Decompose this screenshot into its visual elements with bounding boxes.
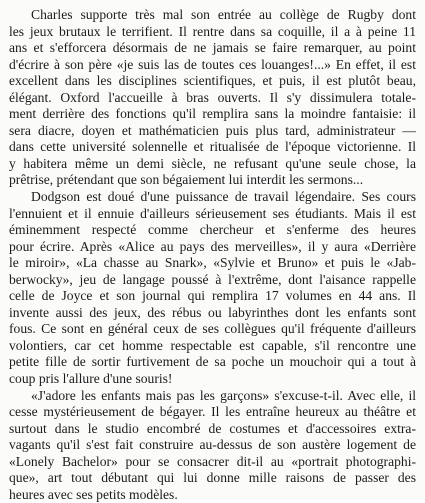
text-line: excellent dans les disciplines scientifiques, et puis, il est plutôt beau,: [9, 73, 416, 89]
text-line: élégant. Oxford l'accueille à bras ouverts. Il s'y dissimulera totale-: [9, 89, 416, 105]
text-line: volontiers, car cet homme respectable est capable, s'il rencontre une: [9, 337, 416, 353]
text-column: [9, 7, 416, 503]
text-line: coup pris l'allure d'une souris!: [9, 371, 173, 387]
paragraph-2: [9, 189, 416, 388]
text-line: prêtrise, prétendant que son bégaiement lui interdit les sermons...: [9, 172, 364, 188]
text-line: cesse mystérieusement de bégayer. Il les entraîne heureux au théâtre et: [9, 404, 416, 420]
text-line: «J'adore les enfants mais pas les garçons» s'excuse-t-il. Avec elle, il: [31, 387, 416, 403]
text-line: Charles supporte très mal son entrée au collège de Rugby dont: [31, 7, 416, 22]
text-line: éminemment respecté comme chercheur et s'enferme des heures: [9, 222, 416, 238]
text-line: y habitera même un demi siècle, ne refusant qu'une seule chose, la: [9, 155, 416, 171]
text-line: fous. Ce sont en général ceux de ses collègues qu'il fréquente d'ailleurs: [9, 321, 416, 337]
text-line: celle de Joyce et son journal qui remplira 17 volumes en 44 ans. Il: [9, 288, 416, 304]
paragraph-1: [9, 7, 416, 189]
text-line: vagants qu'il s'est fait construire au-dessus de son austère logement de: [9, 437, 416, 453]
text-line: ans et s'efforcera désormais de ne jamais se faire remarquer, au point: [9, 40, 416, 56]
text-line: «Lonely Bachelor» pour se consacrer dit-il au «portrait photographi-: [9, 453, 416, 469]
text-line: ment derrière des fonctions qu'il remplira sans la moindre fantaisie: il: [9, 106, 416, 122]
text-line: surtout dans le studio encombré de costumes et d'accessoires extra-: [9, 420, 416, 436]
text-line: les jeux brutaux le terrifient. Il rentre dans sa coquille, il a à peine 11: [9, 23, 416, 39]
paragraph-3: [9, 388, 416, 503]
text-line: d'écrire à son père «je suis las de toutes ces louanges!...» En effet, il est: [9, 56, 416, 72]
text-line: sera diacre, doyen et mathématicien puis plus tard, administrateur —: [9, 122, 416, 138]
text-line: que», art tout débutant qui lui donne mille raisons de passer des: [9, 470, 416, 486]
text-line: petite fille de sortir furtivement de sa poche un mouchoir qui a tout à: [9, 354, 416, 370]
text-line: Dodgson est doué d'une puissance de travail légendaire. Ses cours: [31, 189, 416, 205]
text-line: le miroir», «La chasse au Snark», «Sylvie et Bruno» et puis le «Jab-: [9, 255, 416, 271]
text-line: l'ennuient et il ennuie d'ailleurs sérieusement ses étudiants. Mais il est: [9, 205, 416, 221]
text-line: heures avec ses petits modèles.: [9, 486, 178, 502]
text-line: berwocky», jeu de langage poussé à l'extrême, dont l'aisance rappelle: [9, 271, 416, 287]
text-line: pour écrire. Après «Alice au pays des merveilles», il y aura «Derrière: [9, 238, 416, 254]
text-line: invente aussi des jeux, des rébus ou labyrinthes dont les enfants sont: [9, 304, 416, 320]
text-line: dans cette université solennelle et ritualisée de l'époque victorienne. Il: [9, 139, 416, 155]
